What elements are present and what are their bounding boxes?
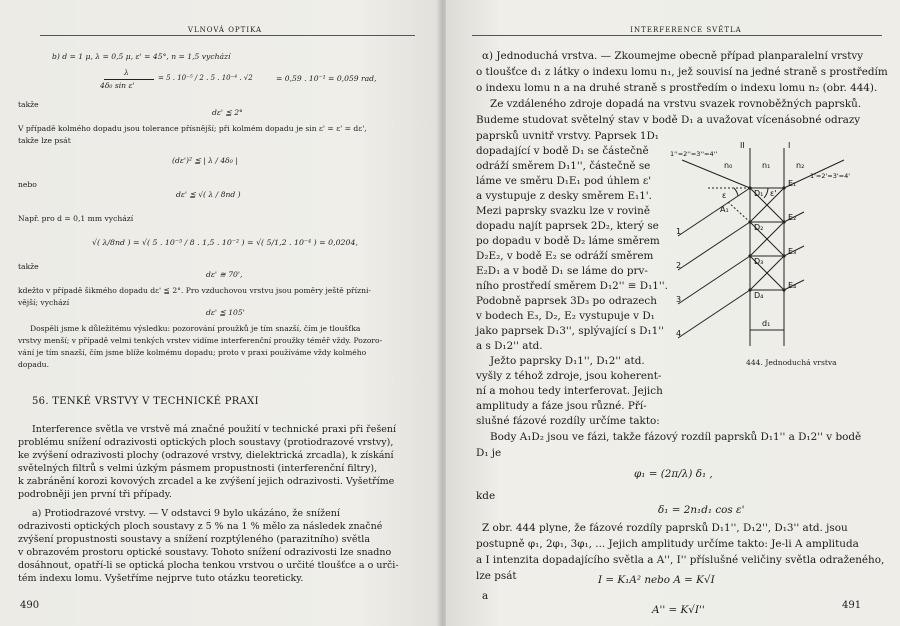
- result-de-70: dε' ≅ 70',: [206, 270, 243, 279]
- label-top-left: 1''=2''=3''=4'': [670, 150, 718, 158]
- label-E1: E₁: [788, 179, 797, 188]
- figure-caption: 444. Jednoduchá vrstva: [746, 358, 837, 367]
- label-eps: ε: [722, 191, 727, 200]
- p2-line: Ze vzdáleného zdroje dopadá na vrstvu svazek rovnoběžných paprsků.: [490, 98, 862, 110]
- takze-2: takže: [18, 262, 39, 271]
- point-D1: [748, 186, 751, 189]
- figure-444-diagram: [668, 140, 860, 355]
- p2-line: E₂D₁ a v bodě D₁ se láme do prv-: [476, 265, 648, 277]
- frac-numerator: λ: [124, 68, 129, 77]
- label-D4: D₄: [754, 291, 764, 300]
- p4-line: Z obr. 444 plyne, že fázové rozdíly paprsků D₁1'', D₁2'', D₁3'' atd. jsou: [482, 522, 848, 534]
- eq-phi: φ₁ = (2π/λ) δ₁ ,: [634, 468, 713, 480]
- p3-line: vyšly z téhož zdroje, jsou koherent-: [476, 370, 662, 382]
- label-II: II: [740, 141, 745, 150]
- sec-p2-line: odrazivosti optických ploch soustavy z 5 % na 1 % mělo za následek značné: [18, 521, 383, 532]
- angle-arc: [764, 188, 768, 198]
- label-D3: D₃: [754, 257, 764, 266]
- p1-line: o tloušťce d₁ z látky o indexu lomu n₁, jež souvisí na jedné straně s prostředím: [476, 66, 888, 78]
- sec-p1-line: ke zvýšení odrazivosti plochy (odrazové vrstvy, dielektrická zrcadla), k získání: [18, 450, 394, 461]
- running-head-right: INTERFERENCE SVĚTLA: [630, 26, 742, 34]
- p3-line: Ježto paprsky D₁1'', D₁2'' atd.: [490, 355, 645, 367]
- p2-line: láme ve směru D₁E₁ pod úhlem ε': [476, 175, 652, 187]
- p2-line: Podobně paprsek 3D₃ po odrazech: [476, 295, 657, 307]
- sec-p2-line: a) Protiodrazové vrstvy. — V odstavci 9 bylo ukázáno, že snížení: [32, 508, 340, 519]
- p3-line: D₁ je: [476, 447, 502, 459]
- p2-line: Budeme studovat světelný stav v bodě D₁ a uvažovat vícenásobné odrazy: [476, 114, 861, 126]
- label-I: I: [788, 141, 791, 150]
- label-n1: n₁: [762, 161, 771, 170]
- eq-delta: δ₁ = 2n₁d₁ cos ε': [658, 504, 745, 516]
- sec-p2-line: tém indexu lomu. Vyšetříme nejprve tuto otázku teoreticky.: [18, 573, 304, 584]
- label-ray-3: 3: [676, 295, 682, 304]
- running-head-rule: [40, 35, 415, 36]
- eq-middle: = 5 . 10⁻⁵ / 2 . 5 . 10⁻⁴ . √2: [158, 74, 253, 82]
- p2-line: a s D₁2'' atd.: [476, 340, 543, 352]
- sec-p2-line: dosáhnout, opatří-li se optická plocha tenkou vrstvou o určité tloušťce a o urči-: [18, 560, 399, 571]
- conclusion-1: Dospěli jsme k důležitému výsledku: pozorování proužků je tím snazší, čím je tloušťka: [30, 324, 361, 333]
- running-head-left: VLNOVÁ OPTIKA: [187, 26, 263, 34]
- p2-line: ního prostředí směrem D₁2'' ≡ D₁1''.: [476, 280, 668, 292]
- p2-line: dopadající v bodě D₁ se částečně: [476, 145, 649, 157]
- section-heading: 56. TENKÉ VRSTVY V TECHNICKÉ PRAXI: [32, 396, 259, 407]
- p3-line: ní a mohou tedy interferovat. Jejich: [476, 385, 663, 397]
- example-b: b) d = 1 μ, λ = 0,5 μ, ε' = 45°, n = 1,5 vychází: [52, 52, 231, 61]
- label-eps-prime: ε': [770, 189, 777, 198]
- kde-label: kde: [476, 490, 496, 502]
- label-D2: D₂: [754, 223, 764, 232]
- conclusion-2: vrstvy menší; v případě velmi tenkých vrstev vidíme interferenční proužky téměř vždy. Pozoro-: [18, 336, 383, 345]
- label-n0: n₀: [724, 161, 733, 170]
- page-number-left: 490: [20, 600, 40, 611]
- p3-line: amplitudy a fáze jsou různé. Pří-: [476, 400, 647, 412]
- p2-line: odráží směrem D₁1'', částečně se: [476, 160, 651, 172]
- p2-line: a vystupuje z desky směrem E₁1'.: [476, 190, 652, 202]
- nebo-label: nebo: [18, 180, 37, 189]
- label-ray-1: 1: [676, 227, 682, 236]
- eq-de-squared: (dε')² ≦ | λ / 4δ₀ |: [172, 156, 238, 165]
- point-D3: [748, 254, 751, 257]
- sec-p2-line: zvýšení propustnosti soustavy a snížení rozptýleného (parazitního) světla: [18, 534, 370, 545]
- p1-line: α) Jednoduchá vrstva. — Zkoumejme obecně případ planparalelní vrstvy: [482, 50, 864, 62]
- p2-line: v bodech E₃, D₂, E₂ vystupuje v D₁: [476, 310, 655, 322]
- left-page: [0, 0, 446, 626]
- point-E1: [782, 186, 785, 189]
- running-head-rule: [472, 35, 882, 36]
- point-D4: [748, 288, 751, 291]
- a-label: a: [482, 590, 489, 602]
- eq-numeric: √( λ/8nd ) = √( 5 . 10⁻⁵ / 8 . 1,5 . 10⁻² ) = √( 5/1,2 . 10⁻⁴ ) = 0,0204,: [92, 238, 358, 247]
- p2-line: D₂E₂, v bodě E₂ se odráží směrem: [476, 250, 654, 262]
- eq-amplitude-reflected: A'' = K√I'': [652, 604, 705, 616]
- label-A1: A₁: [720, 205, 729, 214]
- frac-bar: [104, 79, 154, 80]
- point-E4: [782, 288, 785, 291]
- p3-line: slušné fázové rozdíly určíme takto:: [476, 415, 660, 427]
- p4-line: postupně φ₁, 2φ₁, 3φ₁, ... Jejich amplitudy určíme takto: Je-li A amplituda: [476, 538, 859, 550]
- label-ray-4: 4: [676, 329, 682, 338]
- oblique-text-1: kdežto v případě šikmého dopadu dε' ≦ 2°. Pro vzduchovou vrstvu jsou poměry ještě přízni-: [18, 286, 372, 295]
- sec-p1-line: k zabránění korozi kovových zrcadel a ke zvýšení jejich odrazivosti. Vyšetříme: [18, 476, 395, 487]
- p2-line: Mezi paprsky svazku lze v rovině: [476, 205, 650, 217]
- label-d1: d₁: [762, 319, 771, 328]
- oblique-text-2: vější; vychází: [18, 298, 70, 307]
- conclusion-4: dopadu.: [18, 360, 49, 369]
- label-top-right: 1'=2'=3'=4': [810, 172, 851, 180]
- p2-line: po dopadu v bodě D₂ láme směrem: [476, 235, 660, 247]
- sec-p1-line: podrobněji jen první tři případy.: [18, 489, 172, 500]
- label-D1: D₁: [754, 189, 764, 198]
- sec-p1-line: světelných filtrů s velmi úzkým pásmem propustnosti (interferenční filtry),: [18, 463, 378, 474]
- result-de-105: dε' ≦ 105': [206, 308, 245, 317]
- perp-text-2: takže lze psát: [18, 136, 71, 145]
- eq-intensity: I = K₁A² nebo A = K√I: [598, 574, 715, 586]
- reflected-ray: [682, 160, 750, 188]
- eq-right: = 0,59 . 10⁻¹ = 0,059 rad,: [276, 74, 377, 83]
- angle-arc: [734, 188, 738, 196]
- p3-line: Body A₁D₂ jsou ve fázi, takže fázový rozdíl paprsků D₁1'' a D₁2'' v bodě: [490, 431, 862, 443]
- sec-p2-line: v obrazovém prostoru optické soustavy. Tohoto snížení odrazivosti lze snadno: [18, 547, 392, 558]
- p1-line: o indexu lomu n a na druhé straně s prostředím o indexu lomu n₂ (obr. 444).: [476, 82, 878, 94]
- point-D2: [748, 220, 751, 223]
- p4-line: a I intenzita dopadajícího světla a A'', I'' příslušné veličiny světla odraženého,: [476, 554, 885, 566]
- wavefront-line: [728, 202, 750, 222]
- p2-line: jako paprsek D₁3'', splývající s D₁1'': [476, 325, 664, 337]
- point-E3: [782, 254, 785, 257]
- point-E2: [782, 220, 785, 223]
- takze-1: takže: [18, 100, 39, 109]
- p2-line: paprsků uvnitř vrstvy. Paprsek 1D₁: [476, 130, 659, 142]
- label-ray-2: 2: [676, 261, 682, 270]
- result-de-2deg: dε' ≦ 2°: [212, 108, 243, 117]
- sec-p1-line: Interference světla ve vrstvě má značné použití v technické praxi při řešení: [32, 424, 396, 435]
- example-text: Např. pro d = 0,1 mm vychází: [18, 214, 134, 223]
- p4-line: lze psát: [476, 570, 517, 582]
- conclusion-3: vání je tím snazší, čím jsme blíže kolmému dopadu; proto v praxi používáme vždy kolmého: [18, 348, 367, 357]
- sec-p1-line: problému snížení odrazivosti optických ploch soustavy (protiodrazové vrstvy),: [18, 437, 394, 448]
- label-E3: E₃: [788, 247, 797, 256]
- label-E2: E₂: [788, 213, 797, 222]
- page-number-right: 491: [842, 600, 862, 611]
- frac-denominator: 4δ₀ sin ε': [100, 81, 135, 90]
- perp-text-1: V případě kolmého dopadu jsou tolerance přísnější; při kolmém dopadu je sin ε' = ε' = dε',: [18, 124, 367, 133]
- eq-de-sqrt: dε' ≦ √( λ / 8nd ): [176, 190, 241, 199]
- p2-line: dopadu najít paprsek 2D₂, který se: [476, 220, 659, 232]
- label-E4: E₄: [788, 281, 797, 290]
- label-n2: n₂: [796, 161, 805, 170]
